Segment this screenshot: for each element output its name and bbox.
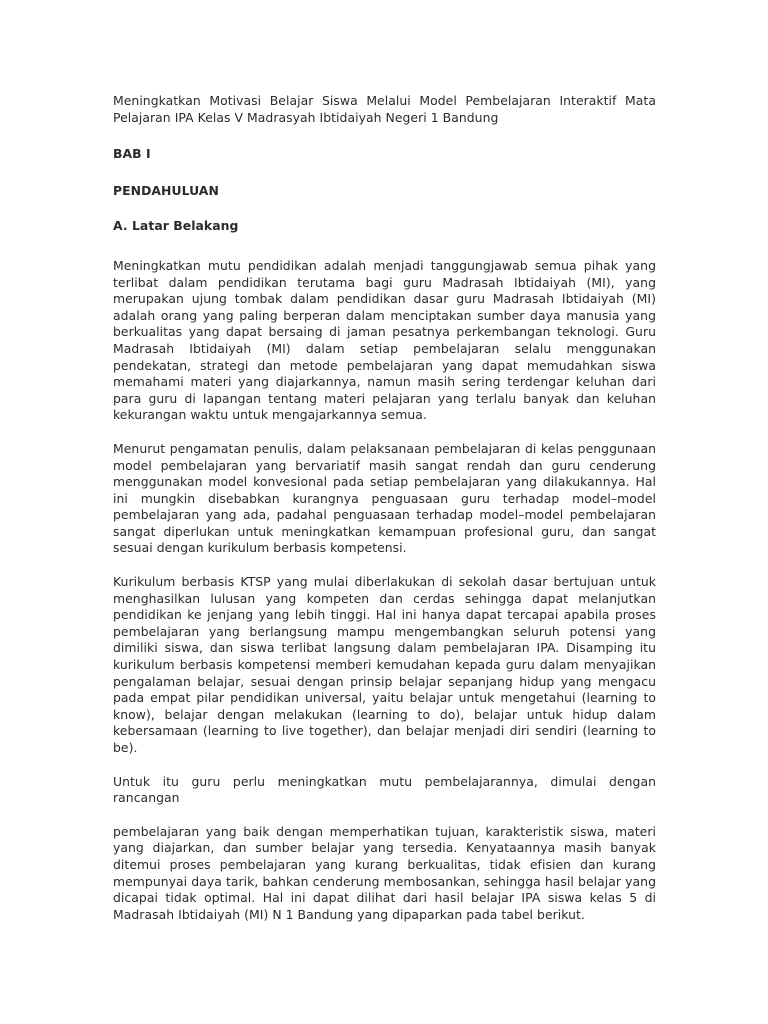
paragraph: Kurikulum berbasis KTSP yang mulai diberlakukan di sekolah dasar bertujuan untuk menghasilkan lulusan yang kompeten dan cerdas sehingga dapat melanjutkan pendidikan ke jenjang yang lebih tinggi. Hal ini hanya dapat tercapai apabila proses pembelajaran yang berlangsung mampu mengembangkan seluruh potensi yang dimiliki siswa, dan siswa terlibat langsung dalam pembelajaran IPA. Disamping itu kurikulum berbasis kompetensi memberi kemudahan kepada guru dalam menyajikan pengalaman belajar, sesuai dengan prinsip belajar sepanjang hidup yang mengacu pada empat pilar pendidikan universal, yaitu belajar untuk mengetahui (learning to know), belajar dengan melakukan (learning to do), belajar untuk hidup dalam kebersamaan (learning to live together), dan belajar menjadi diri sendiri (learning to be). [113, 574, 656, 755]
section-heading: A. Latar Belakang [113, 218, 239, 234]
chapter-title: PENDAHULUAN [113, 182, 219, 198]
paragraph: pembelajaran yang baik dengan memperhatikan tujuan, karakteristik siswa, materi yang diajarkan, dan sumber belajar yang tersedia. Kenyataannya masih banyak ditemui proses pembelajaran yang kurang berkualitas, tidak efisien dan kurang mempunyai daya tarik, bahkan cenderung membosankan, sehingga hasil belajar yang dicapai tidak optimal. Hal ini dapat dilihat dari hasil belajar IPA siswa kelas 5 di Madrasah Ibtidaiyah (MI) N 1 Bandung yang dipaparkan pada tabel berikut. [113, 823, 656, 922]
paragraph: Menurut pengamatan penulis, dalam pelaksanaan pembelajaran di kelas penggunaan model pembelajaran yang bervariatif masih sangat rendah dan guru cenderung menggunakan model konvesional pada setiap pembelajaran yang dilakukannya. Hal ini mungkin disebabkan kurangnya penguasaan guru terhadap model–model pembelajaran yang ada, padahal penguasaan terhadap model–model pembelajaran sangat diperlukan untuk meningkatkan kemampuan profesional guru, dan sangat sesuai dengan kurikulum berbasis kompetensi. [113, 440, 656, 556]
chapter-label: BAB I [113, 146, 151, 162]
document-title: Meningkatkan Motivasi Belajar Siswa Melalui Model Pembelajaran Interaktif Mata Pelajaran IPA Kelas V Madrasyah Ibtidaiyah Negeri 1 Bandung [113, 93, 656, 125]
paragraph: Untuk itu guru perlu meningkatkan mutu pembelajarannya, dimulai dengan rancangan [113, 773, 656, 806]
document-page [113, 93, 656, 923]
paragraph: Meningkatkan mutu pendidikan adalah menjadi tanggungjawab semua pihak yang terlibat dalam pendidikan terutama bagi guru Madrasah Ibtidaiyah (MI), yang merupakan ujung tombak dalam pendidikan dasar guru Madrasah Ibtidaiyah (MI) adalah orang yang paling berperan dalam menciptakan sumber daya manusia yang berkualitas yang dapat bersaing di jaman pesatnya perkembangan teknologi. Guru Madrasah Ibtidaiyah (MI) dalam setiap pembelajaran selalu menggunakan pendekatan, strategi dan metode pembelajaran yang dapat memudahkan siswa memahami materi yang diajarkannya, namun masih sering terdengar keluhan dari para guru di lapangan tentang materi pelajaran yang terlalu banyak dan keluhan kekurangan waktu untuk mengajarkannya semua. [113, 257, 656, 423]
